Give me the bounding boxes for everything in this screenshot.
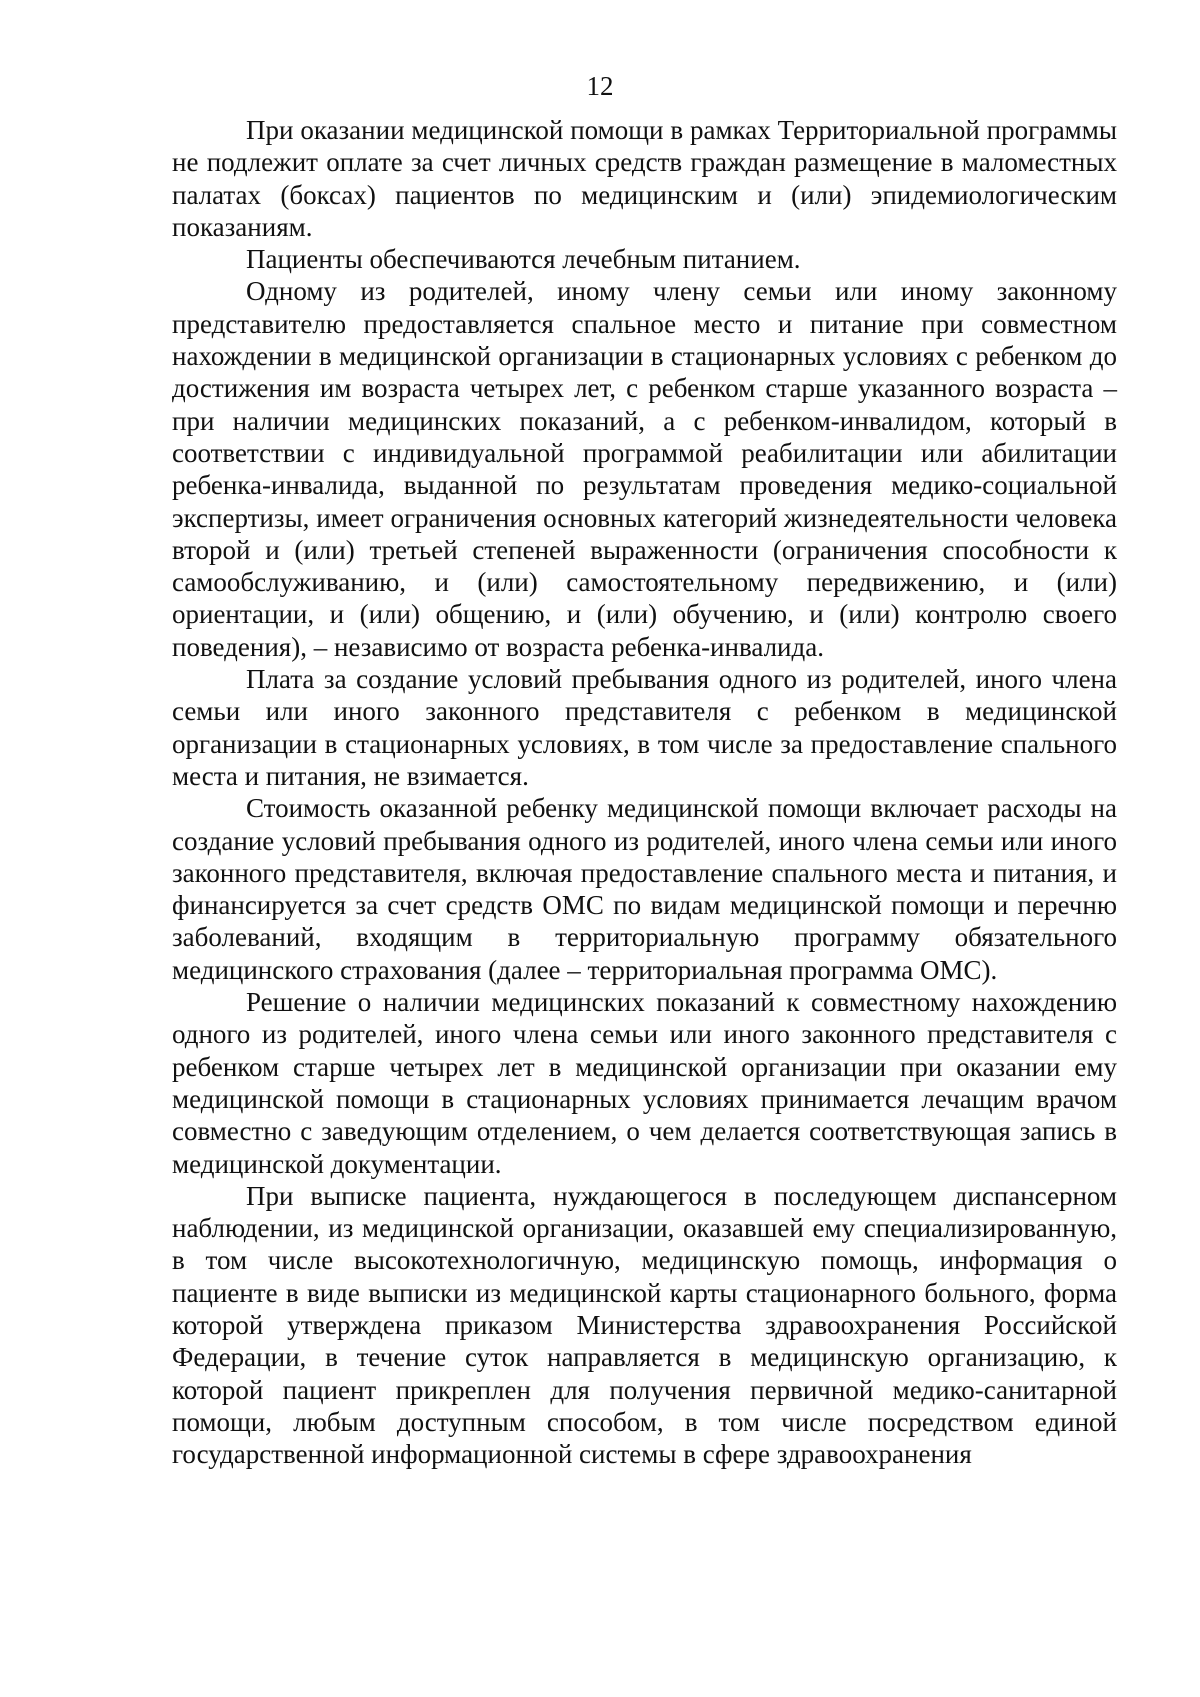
- paragraph-medical-indications-decision: Решение о наличии медицинских показаний к совместному нахождению одного из родителей, иного члена семьи или иного законного представителя с ребенком старше четырех лет в медицинской организации при оказании ему медицинской помощи в стационарных условиях принимается лечащим врачом совместно с заведующим отделением, о чем делается соответствующая запись в медицинской документации.: [172, 987, 1117, 1179]
- document-body: [172, 114, 1117, 1470]
- paragraph-paid-ward-placement: При оказании медицинской помощи в рамках Территориальной программы не подлежит оплате за счет личных средств граждан размещение в маломестных палатах (боксах) пациентов по медицинским и (или) эпидемиологическим показаниям.: [172, 115, 1117, 242]
- paragraph-discharge-information: При выписке пациента, нуждающегося в последующем диспансерном наблюдении, из медицинской организации, оказавшей ему специализированную, в том числе высокотехнологичную, медицинскую помощь, информация о пациенте в виде выписки из медицинской карты стационарного больного, форма которой утверждена приказом Министерства здравоохранения Российской Федерации, в течение суток направляется в медицинскую организацию, к которой пациент прикреплен для получения первичной медико-санитарной помощи, любым доступным способом, в том числе посредством единой государственной информационной системы в сфере здравоохранения: [172, 1180, 1117, 1470]
- paragraph-therapeutic-nutrition: Пациенты обеспечиваются лечебным питанием.: [246, 244, 801, 275]
- paragraph-cost-coverage: Стоимость оказанной ребенку медицинской помощи включает расходы на создание условий пребывания одного из родителей, иного члена семьи или иного законного представителя, включая предоставление спального места и питания, и финансируется за счет средств ОМС по видам медицинской помощи и перечню заболеваний, входящим в территориальную программу обязательного медицинского страхования (далее – территориальная программа ОМС).: [172, 793, 1117, 985]
- paragraph-no-fee: Плата за создание условий пребывания одного из родителей, иного члена семьи или иного законного представителя с ребенком в медицинской организации в стационарных условиях, в том числе за предоставление спального места и питания, не взимается.: [172, 664, 1117, 791]
- paragraph-parent-accommodation: Одному из родителей, иному члену семьи или иному законному представителю предоставляется спальное место и питание при совместном нахождении в медицинской организации в стационарных условиях с ребенком до достижения им возраста четырех лет, с ребенком старше указанного возраста – при наличии медицинских показаний, а с ребенком-инвалидом, который в соответствии с индивидуальной программой реабилитации или абилитации ребенка-инвалида, выданной по результатам проведения медико-социальной экспертизы, имеет ограничения основных категорий жизнедеятельности человека второй и (или) третьей степеней выраженности (ограничения способности к самообслуживанию, и (или) самостоятельному передвижению, и (или) ориентации, и (или) общению, и (или) обучению, и (или) контролю своего поведения), – независимо от возраста ребенка-инвалида.: [172, 276, 1117, 662]
- page-number: 12: [586, 71, 614, 101]
